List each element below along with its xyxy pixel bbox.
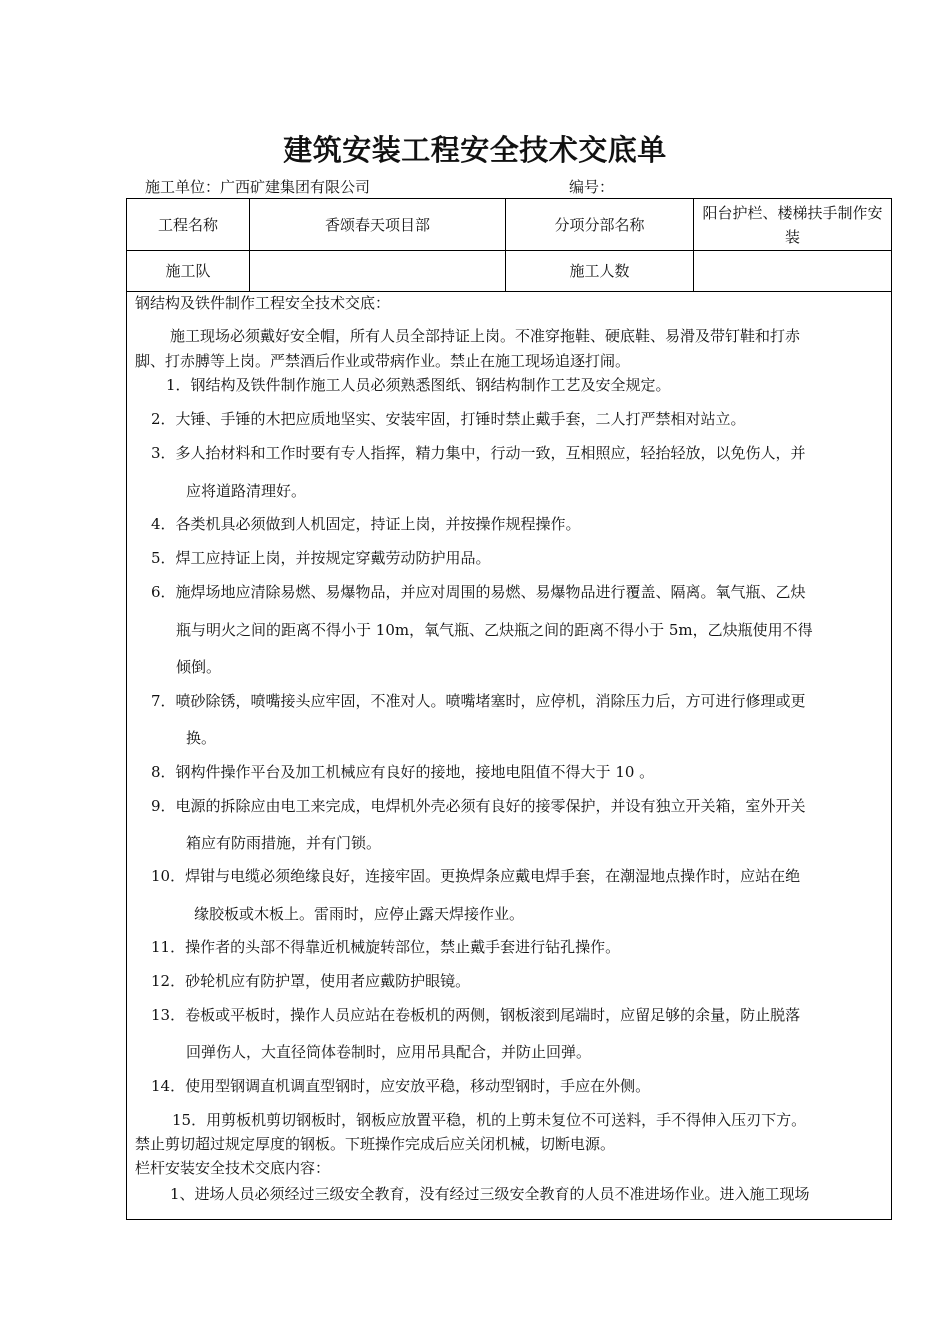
- list-item: 禁止剪切超过规定厚度的钢板。下班操作完成后应关闭机械，切断电源。: [135, 1135, 616, 1153]
- document-number: 编号：: [569, 178, 615, 196]
- list-item: 8．钢构件操作平台及加工机械应有良好的接地，接地电阻值不得大于 10 。: [151, 763, 655, 781]
- sub-project-value: 阳台护栏、楼梯扶手制作安装: [693, 198, 892, 251]
- list-item: 9．电源的拆除应由电工来完成，电焊机外壳必须有良好的接零保护，并设有独立开关箱，室外开关: [151, 797, 806, 815]
- list-item: 12．砂轮机应有防护罩，使用者应戴防护眼镜。: [151, 972, 471, 990]
- section-heading: 钢结构及铁件制作工程安全技术交底：: [135, 294, 391, 312]
- list-item: 13．卷板或平板时，操作人员应站在卷板机的两侧，钢板滚到尾端时，应留足够的余量，防止脱落: [151, 1006, 801, 1024]
- railing-heading: 栏杆安装安全技术交底内容：: [135, 1159, 331, 1177]
- list-item: 1、进场人员必须经过三级安全教育，没有经过三级安全教育的人员不准进场作业。进入施工现场: [170, 1185, 810, 1203]
- list-item: 换。: [186, 729, 217, 747]
- list-item: 14．使用型钢调直机调直型钢时，应安放平稳，移动型钢时，手应在外侧。: [151, 1077, 651, 1095]
- team-value: [249, 250, 506, 292]
- list-item: 7．喷砂除锈，喷嘴接头应牢固，不准对人。喷嘴堵塞时，应停机，消除压力后，方可进行修理或更: [151, 692, 806, 710]
- list-item: 缘胶板或木板上。雷雨时，应停止露天焊接作业。: [194, 905, 525, 923]
- list-item: 瓶与明火之间的距离不得小于 10m，氧气瓶、乙炔瓶之间的距离不得小于 5m，乙炔瓶使用不得: [176, 621, 813, 639]
- intro-line: 脚、打赤膊等上岗。严禁酒后作业或带病作业。禁止在施工现场追逐打闹。: [135, 352, 631, 370]
- project-name-value: 香颂春天项目部: [249, 198, 506, 251]
- list-item: 箱应有防雨措施，并有门锁。: [186, 834, 382, 852]
- headcount-value: [693, 250, 892, 292]
- list-item: 5．焊工应持证上岗，并按规定穿戴劳动防护用品。: [151, 549, 491, 567]
- list-item: 10．焊钳与电缆必须绝缘良好，连接牢固。更换焊条应戴电焊手套，在潮湿地点操作时，应站在绝: [151, 867, 801, 885]
- list-item: 3．多人抬材料和工作时要有专人指挥，精力集中，行动一致，互相照应，轻抬轻放，以免伤人，并: [151, 444, 806, 462]
- list-item: 15．用剪板机剪切钢板时，钢板应放置平稳，机的上剪未复位不可送料，手不得伸入压刃下方。: [172, 1111, 807, 1129]
- list-item: 6．施焊场地应清除易燃、易爆物品，并应对周围的易燃、易爆物品进行覆盖、隔离。氧气瓶、乙炔: [151, 583, 806, 601]
- headcount-label: 施工人数: [505, 250, 694, 292]
- list-item: 1．钢结构及铁件制作施工人员必须熟悉图纸、钢结构制作工艺及安全规定。: [166, 376, 671, 394]
- sub-project-label: 分项分部名称: [505, 198, 694, 251]
- construction-unit: 施工单位：广西矿建集团有限公司: [145, 178, 371, 196]
- list-item: 回弹伤人，大直径筒体卷制时，应用吊具配合，并防止回弹。: [186, 1043, 592, 1061]
- intro-line: 施工现场必须戴好安全帽，所有人员全部持证上岗。不准穿拖鞋、硬底鞋、易滑及带钉鞋和打赤: [170, 327, 801, 345]
- team-label: 施工队: [126, 250, 250, 292]
- project-name-label: 工程名称: [126, 198, 250, 251]
- list-item: 应将道路清理好。: [186, 482, 307, 500]
- document-title: 建筑安装工程安全技术交底单: [283, 133, 667, 167]
- list-item: 4．各类机具必须做到人机固定，持证上岗，并按操作规程操作。: [151, 515, 581, 533]
- list-item: 11．操作者的头部不得靠近机械旋转部位，禁止戴手套进行钻孔操作。: [151, 938, 621, 956]
- list-item: 倾倒。: [176, 658, 222, 676]
- list-item: 2．大锤、手锤的木把应质地坚实、安装牢固，打锤时禁止戴手套，二人打严禁相对站立。: [151, 410, 746, 428]
